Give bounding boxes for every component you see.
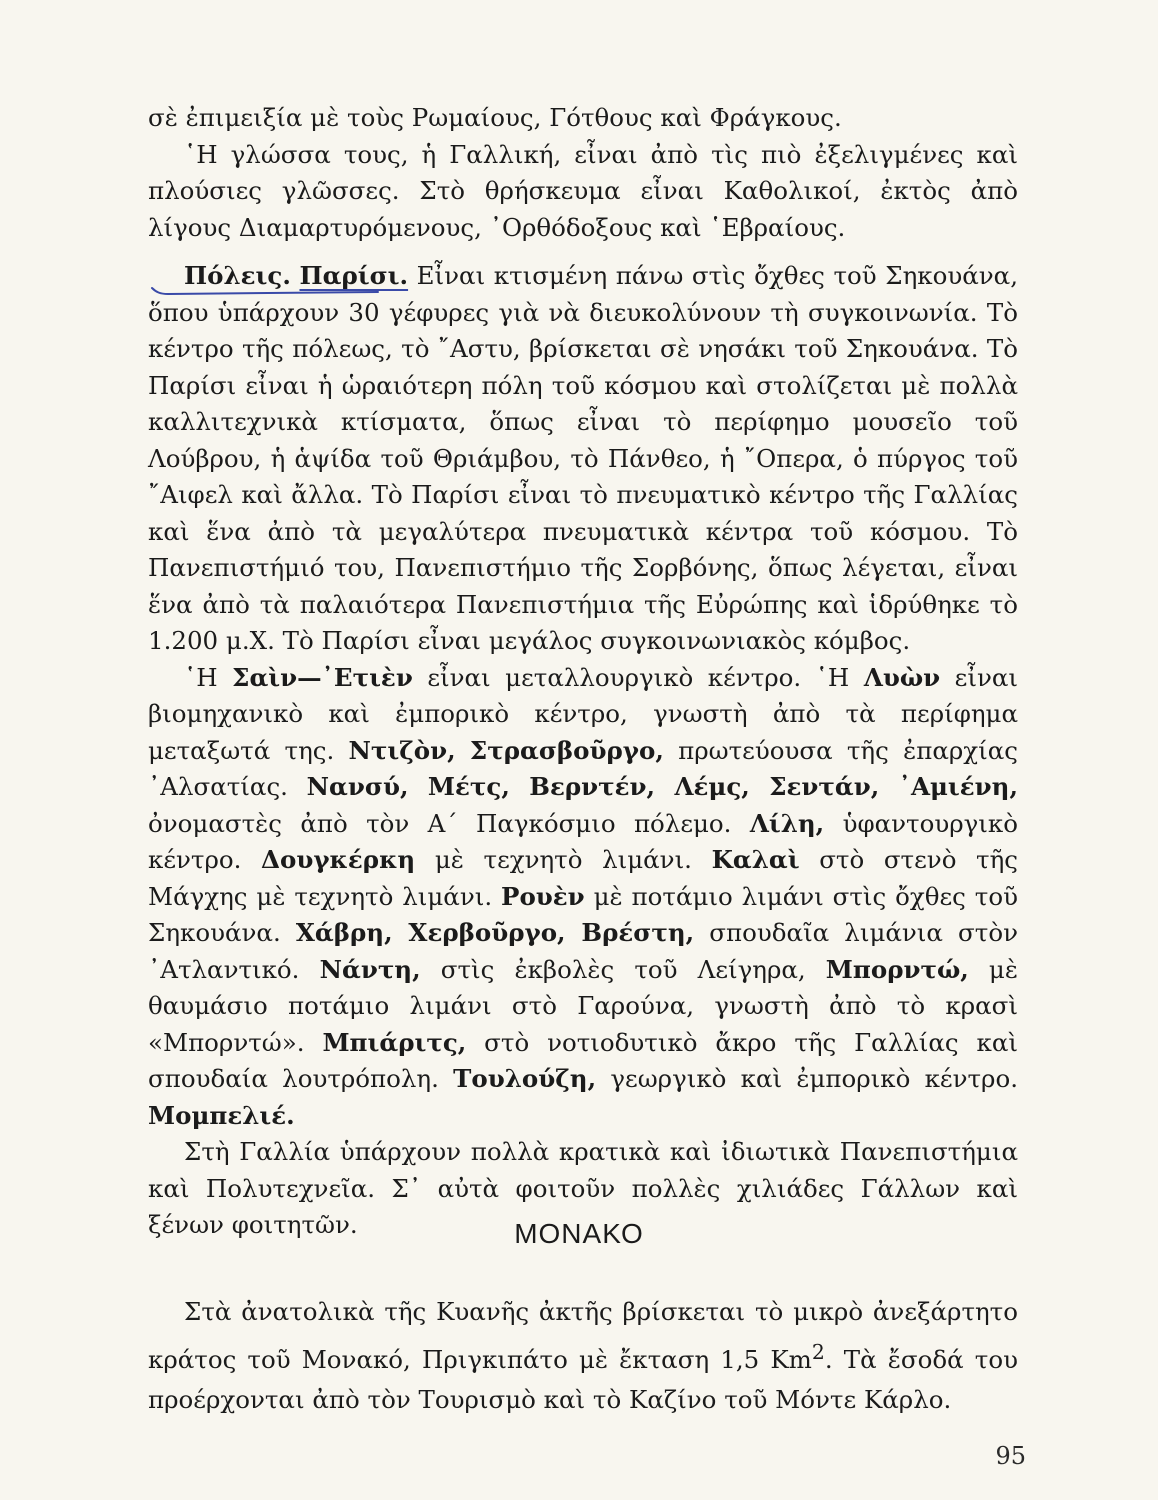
cities-war-group: Νανσύ, Μέτς, Βερντέν, Λέμς, Σεντάν, ᾽Αμιένη, [306,772,1018,801]
monaco-section-title: ΜΟΝΑΚΟ [514,1218,644,1249]
cities-atlantic-ports: Χάβρη, Χερβοῦργο, Βρέστη, [295,918,695,947]
paris-label: Παρίσι. [299,261,409,290]
city-dijon: Ντιζὸν, [348,735,456,765]
city-lille: Λίλη, [749,808,825,838]
page-number: 95 [995,1442,1026,1470]
paragraph-paris [148,258,1018,660]
superscript-two: 2 [811,1340,825,1364]
city-toulouse: Τουλούζη, [453,1064,597,1093]
city-rouen: Ρουὲν [501,881,585,911]
city-lyon: Λυὼν [863,662,941,692]
paragraph-universities: Στὴ Γαλλία ὑπάρχουν πολλὰ κρατικὰ καὶ ἰδιωτικὰ Πανεπιστήμια καὶ Πολυτεχνεῖα. Σ᾽ αὐτὰ φοιτοῦν πολλὲς χιλιάδες Γάλλων καὶ ξένων φοιτητῶν. [148,1137,1018,1239]
city-calais: Καλαὶ [711,845,800,874]
city-saint-etienne: Σαὶν—᾽Ετιὲν [232,662,413,692]
paragraph-other-cities: ῾Η Σαὶν—᾽Ετιὲν εἶναι μεταλλουργικὸ κέντρο. ῾Η Λυὼν εἶναι βιομηχανικὸ καὶ ἐμπορικὸ κέντρο, γνωστὴ ἀπὸ τὰ περίφημα μεταξωτά της. Ντιζὸν, Στρασβοῦργο, πρωτεύουσα τῆς ἐπαρχίας ᾽Αλσατίας. Νανσύ, Μέτς, Βερντέν, Λέμς, Σεντάν, ᾽Αμιένη, ὀνομαστὲς ἀπὸ τὸν Α΄ Παγκόσμιο πόλεμο. Λίλη, ὑφαντουργικὸ κέντρο. Δουγκέρκη μὲ τεχνητὸ λιμάνι. Καλαὶ στὸ στενὸ τῆς Μάγχης μὲ τεχνητὸ λιμάνι. Ρουὲν μὲ ποτάμιο λιμάνι στὶς ὄχθες τοῦ Σηκουάνα. Χάβρη, Χερβοῦργο, Βρέστη, σπουδαῖα λιμάνια στὸν ᾽Ατλαντικό. Νάντη, στὶς ἐκβολὲς τοῦ Λείγηρα, Μπορντώ, μὲ θαυμάσιο ποτάμιο λιμάνι στὸ Γαρούνα, γνωστὴ ἀπὸ τὸ κρασὶ «Μπορντώ». Μπιάριτς, στὸ νοτιοδυτικὸ ἄκρο τῆς Γαλλίας καὶ σπουδαία λουτρόπολη. Τουλούζη, γεωργικὸ καὶ ἐμπορικὸ κέντρο. Μομπελιέ. [148,662,1019,1130]
france-text-column [148,100,1018,1244]
city-montpellier: Μομπελιέ. [148,1100,295,1130]
monaco-text [148,1292,1018,1420]
city-biarritz: Μπιάριτς, [322,1027,467,1057]
cities-heading: Πόλεις. [184,261,291,290]
city-strasbourg: Στρασβοῦργο, [469,735,664,765]
city-nantes: Νάντη, [319,954,421,984]
city-bordeaux: Μπορντώ, [825,954,969,984]
paragraph-language-religion: ῾Η γλώσσα τους, ἡ Γαλλική, εἶναι ἀπὸ τὶς πιὸ ἐξελιγμένες καὶ πλούσιες γλῶσσες. Στὸ θρήσκευμα εἶναι Καθολικοί, ἐκτὸς ἀπὸ λίγους Διαμαρτυρόμενους, ᾽Ορθόδοξους καὶ ῾Εβραίους. [148,139,1018,242]
paragraph-origins: σὲ ἐπιμειξία μὲ τοὺς Ρωμαίους, Γότθους καὶ Φράγκους. [148,103,842,132]
city-dunkirk: Δουγκέρκη [261,845,416,874]
paris-description: Εἶναι κτισμένη πάνω στὶς ὄχθες τοῦ Σηκουάνα, ὅπου ὑπάρχουν 30 γέφυρες γιὰ νὰ διευκολύνουν τὴ συγκοινωνία. Τὸ κέντρο τῆς πόλεως, τὸ ῎Αστυ, βρίσκεται σὲ νησάκι τοῦ Σηκουάνα. Τὸ Παρίσι εἶναι ἡ ὡραιότερη πόλη τοῦ κόσμου καὶ στολίζεται μὲ πολλὰ καλλιτεχνικὰ κτίσματα, ὅπως εἶναι τὸ περίφημο μουσεῖο τοῦ Λούβρου, ἡ ἁψίδα τοῦ Θριάμβου, τὸ Πάνθεο, ἡ ῎Οπερα, ὁ πύργος τοῦ ῎Αιφελ καὶ ἄλλα. Τὸ Παρίσι εἶναι τὸ πνευματικὸ κέντρο τῆς Γαλλίας καὶ ἕνα ἀπὸ τὰ μεγαλύτερα πνευματικὰ κέντρα τοῦ κόσμου. Τὸ Πανεπιστήμιό του, Πανεπιστήμιο τῆς Σορβόνης, ὅπως λέγεται, εἶναι ἕνα ἀπὸ τὰ παλαιότερα Πανεπιστήμια τῆς Εὐρώπης καὶ ἱδρύθηκε τὸ 1.200 μ.Χ. Τὸ Παρίσι εἶναι μεγάλος συγκοινωνιακὸς κόμβος. [148,261,1018,655]
paragraph-monaco: Στὰ ἀνατολικὰ τῆς Κυανῆς ἀκτῆς βρίσκεται τὸ μικρὸ ἀνεξάρτητο κράτος τοῦ Μονακό, Πριγκιπάτο μὲ ἔκταση 1,5 Km$^2$. Τὰ ἔσοδά του προέρχονται ἀπὸ τὸν Τουρισμὸ καὶ τὸ Καζίνο τοῦ Μόντε Κάρλο. [148,1297,1019,1415]
